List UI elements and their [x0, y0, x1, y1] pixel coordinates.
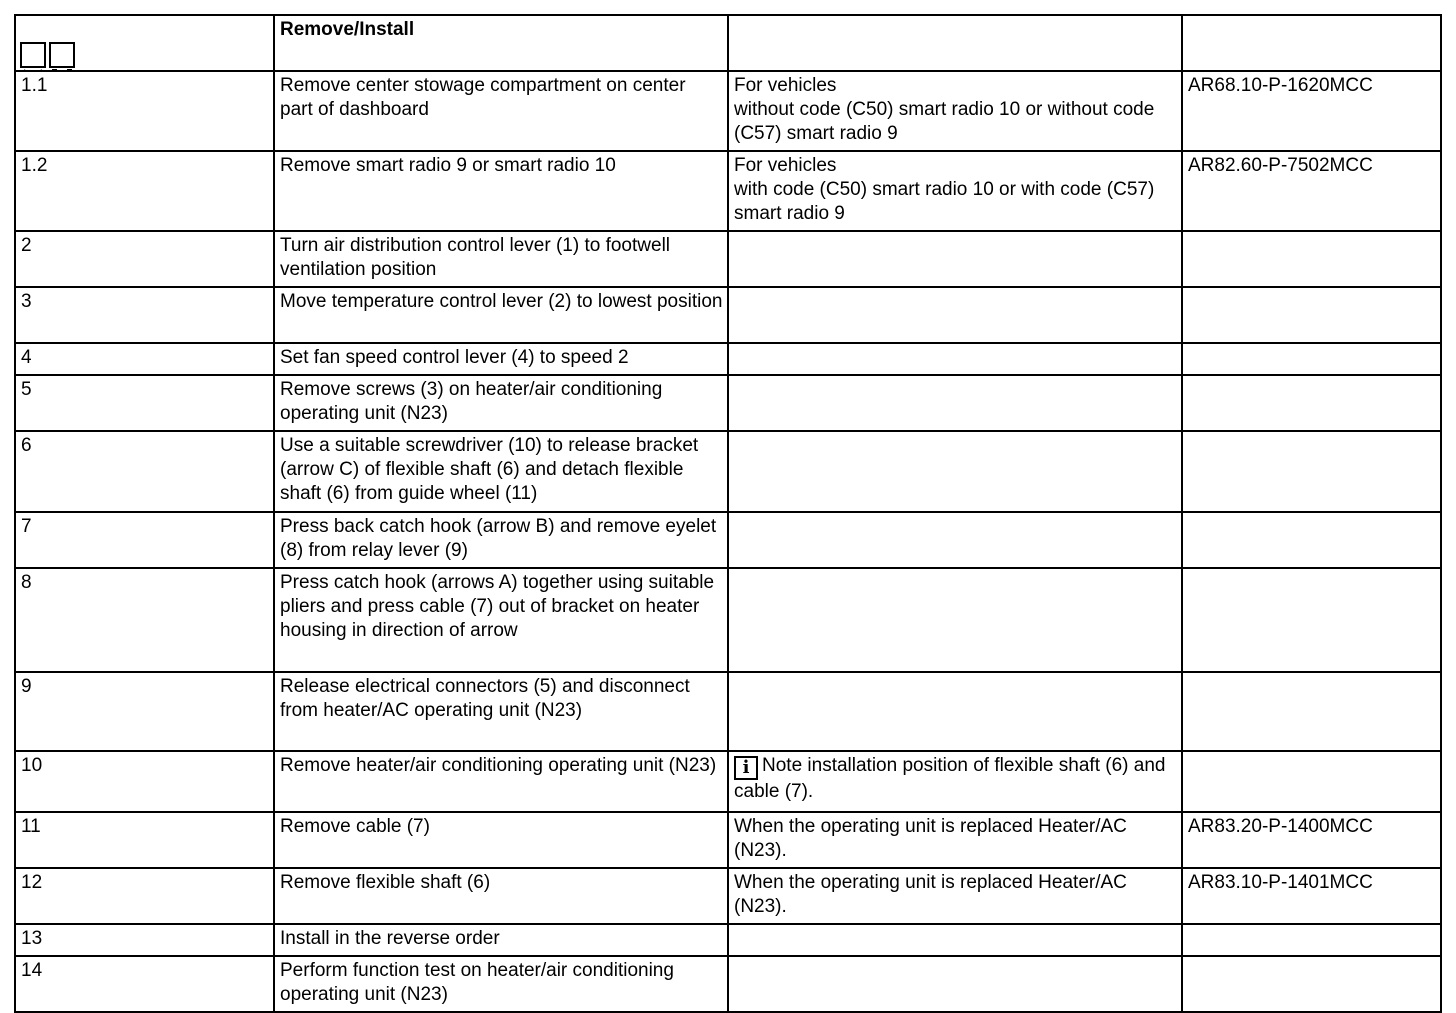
step-number: 1.1 — [15, 71, 274, 151]
step-note — [728, 231, 1182, 287]
step-action: Use a suitable screwdriver (10) to release bracket (arrow C) of flexible shaft (6) and detach flexible shaft (6) from guide wheel (11) — [274, 431, 728, 512]
header-ref-cell — [1182, 15, 1441, 71]
table-row — [15, 568, 1441, 672]
step-number: 11 — [15, 812, 274, 868]
step-note: Note installation position of flexible shaft (6) and cable (7). — [734, 755, 1166, 802]
step-action: Remove smart radio 9 or smart radio 10 — [274, 151, 728, 231]
table-row — [15, 71, 1441, 151]
table-row — [15, 672, 1441, 751]
header-icons-cell — [15, 15, 274, 71]
table-row — [15, 287, 1441, 343]
step-note — [728, 568, 1182, 672]
step-action: Remove flexible shaft (6) — [274, 868, 728, 924]
step-action: Remove screws (3) on heater/air conditioning operating unit (N23) — [274, 375, 728, 431]
step-reference — [1182, 343, 1441, 375]
step-number: 8 — [15, 568, 274, 672]
step-reference — [1182, 512, 1441, 568]
step-reference: AR82.60-P-7502MCC — [1182, 151, 1441, 231]
step-number: 1.2 — [15, 151, 274, 231]
step-note — [728, 956, 1182, 1012]
step-note — [728, 924, 1182, 956]
step-note — [728, 343, 1182, 375]
step-reference — [1182, 375, 1441, 431]
step-note — [728, 512, 1182, 568]
remove-icon — [20, 42, 46, 68]
table-row — [15, 812, 1441, 868]
header-title: Remove/Install — [274, 15, 728, 71]
step-action: Press back catch hook (arrow B) and remove eyelet (8) from relay lever (9) — [274, 512, 728, 568]
step-action: Remove heater/air conditioning operating unit (N23) — [274, 751, 728, 812]
step-action: Press catch hook (arrows A) together using suitable pliers and press cable (7) out of bracket on heater housing in direction of arrow — [274, 568, 728, 672]
step-action: Remove cable (7) — [274, 812, 728, 868]
step-reference — [1182, 231, 1441, 287]
table-row — [15, 512, 1441, 568]
step-action: Install in the reverse order — [274, 924, 728, 956]
step-note — [728, 375, 1182, 431]
step-reference: AR83.10-P-1401MCC — [1182, 868, 1441, 924]
table-row — [15, 231, 1441, 287]
step-number: 13 — [15, 924, 274, 956]
step-reference — [1182, 924, 1441, 956]
step-number: 12 — [15, 868, 274, 924]
step-number: 10 — [15, 751, 274, 812]
table-row — [15, 868, 1441, 924]
table-row — [15, 375, 1441, 431]
step-reference — [1182, 956, 1441, 1012]
table-row — [15, 343, 1441, 375]
step-reference — [1182, 568, 1441, 672]
step-action: Release electrical connectors (5) and disconnect from heater/AC operating unit (N23) — [274, 672, 728, 751]
step-reference: AR83.20-P-1400MCC — [1182, 812, 1441, 868]
table-row — [15, 751, 1441, 812]
step-reference — [1182, 672, 1441, 751]
step-number: 6 — [15, 431, 274, 512]
procedure-table — [14, 14, 1442, 1013]
step-number: 7 — [15, 512, 274, 568]
step-action: Perform function test on heater/air conditioning operating unit (N23) — [274, 956, 728, 1012]
table-row — [15, 431, 1441, 512]
step-number: 14 — [15, 956, 274, 1012]
table-row — [15, 924, 1441, 956]
step-reference — [1182, 287, 1441, 343]
step-number: 9 — [15, 672, 274, 751]
step-reference — [1182, 751, 1441, 812]
step-action: Turn air distribution control lever (1) to footwell ventilation position — [274, 231, 728, 287]
step-reference — [1182, 431, 1441, 512]
step-note: When the operating unit is replaced Heater/AC (N23). — [728, 868, 1182, 924]
step-number: 4 — [15, 343, 274, 375]
table-row — [15, 151, 1441, 231]
step-note — [728, 431, 1182, 512]
step-note: When the operating unit is replaced Heater/AC (N23). — [728, 812, 1182, 868]
step-number: 2 — [15, 231, 274, 287]
header-note-cell — [728, 15, 1182, 71]
step-note — [728, 287, 1182, 343]
step-reference: AR68.10-P-1620MCC — [1182, 71, 1441, 151]
table-row — [15, 956, 1441, 1012]
step-action: Move temperature control lever (2) to lowest position — [274, 287, 728, 343]
install-icon — [49, 42, 75, 68]
step-number: 3 — [15, 287, 274, 343]
step-action: Remove center stowage compartment on center part of dashboard — [274, 71, 728, 151]
step-note: For vehicles without code (C50) smart radio 10 or without code (C57) smart radio 9 — [728, 71, 1182, 151]
step-number: 5 — [15, 375, 274, 431]
step-note-cell — [728, 751, 1182, 812]
step-note: For vehicles with code (C50) smart radio 10 or with code (C57) smart radio 9 — [728, 151, 1182, 231]
info-icon: i — [734, 756, 758, 780]
step-note — [728, 672, 1182, 751]
table-header-row — [15, 15, 1441, 71]
step-action: Set fan speed control lever (4) to speed 2 — [274, 343, 728, 375]
